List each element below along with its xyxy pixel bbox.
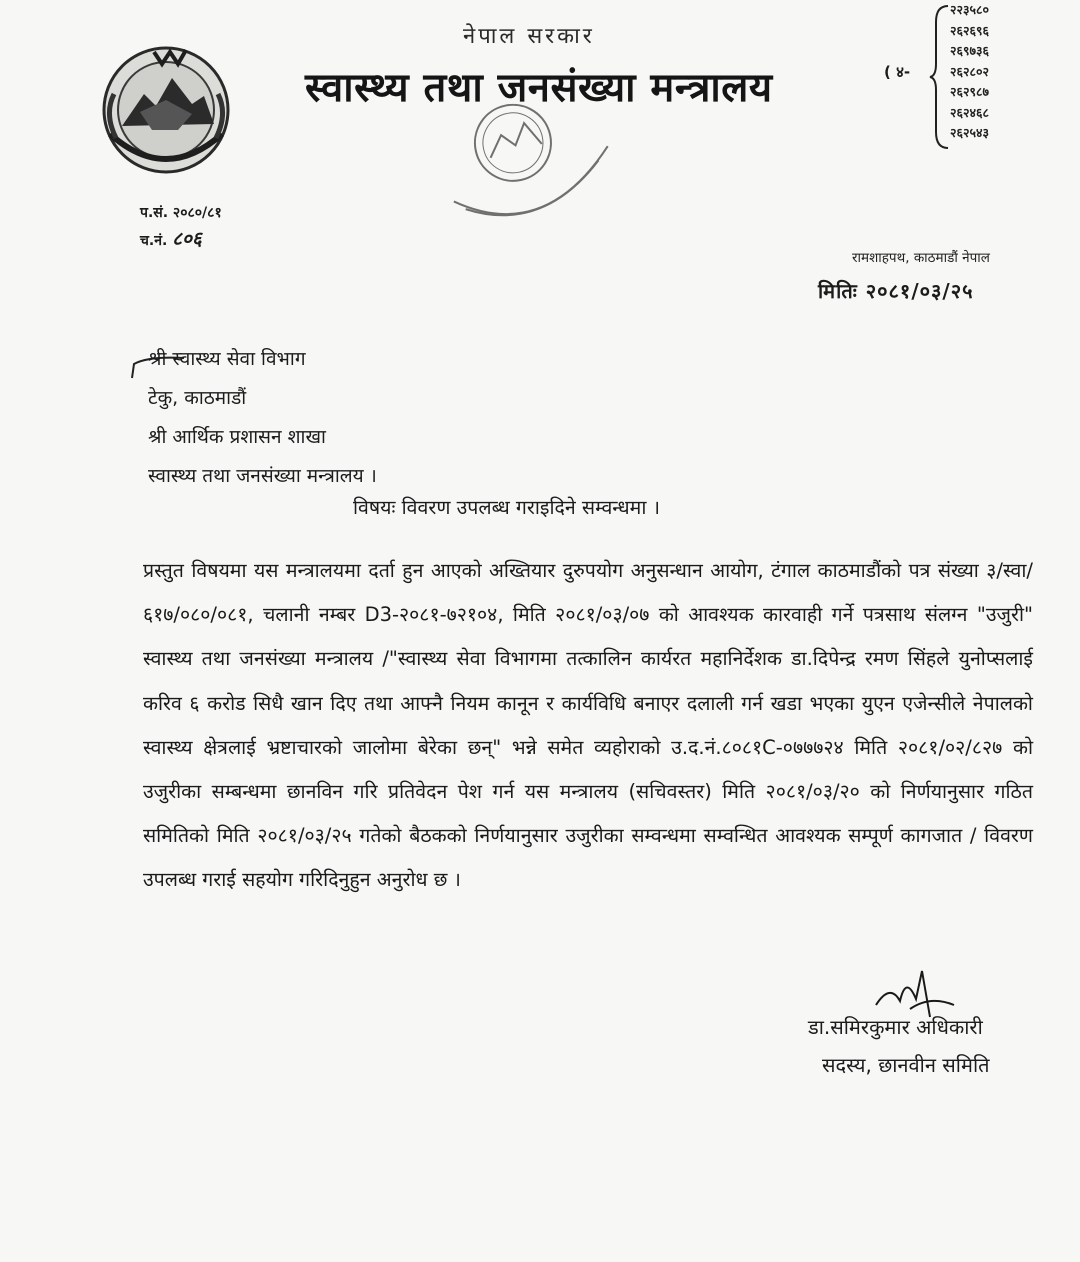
- government-name: नेपाल सरकार: [463, 24, 595, 49]
- cn-number: ८०६: [172, 228, 202, 250]
- ministry-stamp-icon: [440, 95, 620, 255]
- phone-number: २६२४६८: [950, 104, 990, 120]
- ps-number: प.सं. २०८०/८१: [140, 205, 222, 221]
- office-address: रामशाहपथ, काठमाडौं नेपाल: [852, 250, 990, 266]
- cn-label: च.नं.: [140, 233, 168, 249]
- phone-number: २६२९८७: [950, 84, 990, 99]
- ministry-name: स्वास्थ्य तथा जनसंख्या मन्त्रालय: [305, 65, 773, 111]
- cn-line: [140, 226, 222, 254]
- phone-number: २६२६९६: [950, 22, 990, 38]
- recipient-line: श्री स्वास्थ्य सेवा विभाग: [148, 348, 306, 370]
- phone-number: २६२५४३: [950, 125, 990, 140]
- letter-date: मितिः २०८१/०३/२५: [818, 279, 974, 303]
- letter-body: प्रस्तुत विषयमा यस मन्त्रालयमा दर्ता हुन आएको अख्तियार दुरुपयोग अनुसन्धान आयोग, टंगाल काठमाडौंको पत्र संख्या ३/स्वा/६१७/०८०/०८१, चलानी नम्बर D3-२०८१-७२१०४, मिति २०८१/०३/०७ को आवश्यक कारवाही गर्ने पत्रसाथ संलग्न "उजुरी" स्वास्थ्य तथा जनसंख्या मन्त्रालय /"स्वास्थ्य सेवा विभागमा तत्कालिन कार्यरत महानिर्देशक डा.दिपेन्द्र रमण सिंहले युनोप्सलाई करिव ६ करोड सिधै खान दिए तथा आफ्नै नियम कानून र कार्यविधि बनाएर दलाली गर्न खडा भएका युएन एजेन्सीले नेपालको स्वास्थ्य क्षेत्रलाई भ्रष्टाचारको जालोमा बेरेका छन्" भन्ने समेत व्यहोराको उ.द.नं.८०८१C-०७७७२४ मिति २०८१/०२/८२७ को उजुरीका सम्बन्धमा छानविन गरि प्रतिवेदन पेश गर्न यस मन्त्रालय (सचिवस्तर) मिति २०८१/०३/२० को निर्णयानुसार गठित समितिको मिति २०८१/०३/२५ गतेको बैठकको निर्णयानुसार उजुरीका सम्वन्धमा सम्वन्धित आवश्यक सम्पूर्ण कागजात / विवरण उपलब्ध गराई सहयोग गरिदिनुहुन अनुरोध छ ।: [143, 559, 1033, 892]
- signer-title: सदस्य, छानवीन समिति: [822, 1053, 990, 1077]
- phone-number: २६२८०२: [950, 63, 990, 79]
- nepal-emblem-icon: [92, 34, 240, 180]
- recipient-line: स्वास्थ्य तथा जनसंख्या मन्त्रालय ।: [148, 465, 377, 487]
- phone-prefix: ( ४-: [884, 63, 911, 81]
- phone-number: २२३५८०: [950, 2, 990, 17]
- recipient-line: टेकु, काठमाडौं: [148, 387, 247, 409]
- recipient-line: श्री आर्थिक प्रशासन शाखा: [148, 426, 326, 448]
- recipient-block: [148, 340, 377, 496]
- reference-block: [140, 200, 222, 254]
- letter-subject: विषयः विवरण उपलब्ध गराइदिने सम्वन्धमा ।: [353, 496, 660, 519]
- brace-icon: [928, 2, 950, 152]
- phone-list: [950, 0, 989, 144]
- signer-name: डा.समिरकुमार अधिकारी: [808, 1015, 983, 1039]
- phone-number: २६९७३६: [950, 43, 990, 58]
